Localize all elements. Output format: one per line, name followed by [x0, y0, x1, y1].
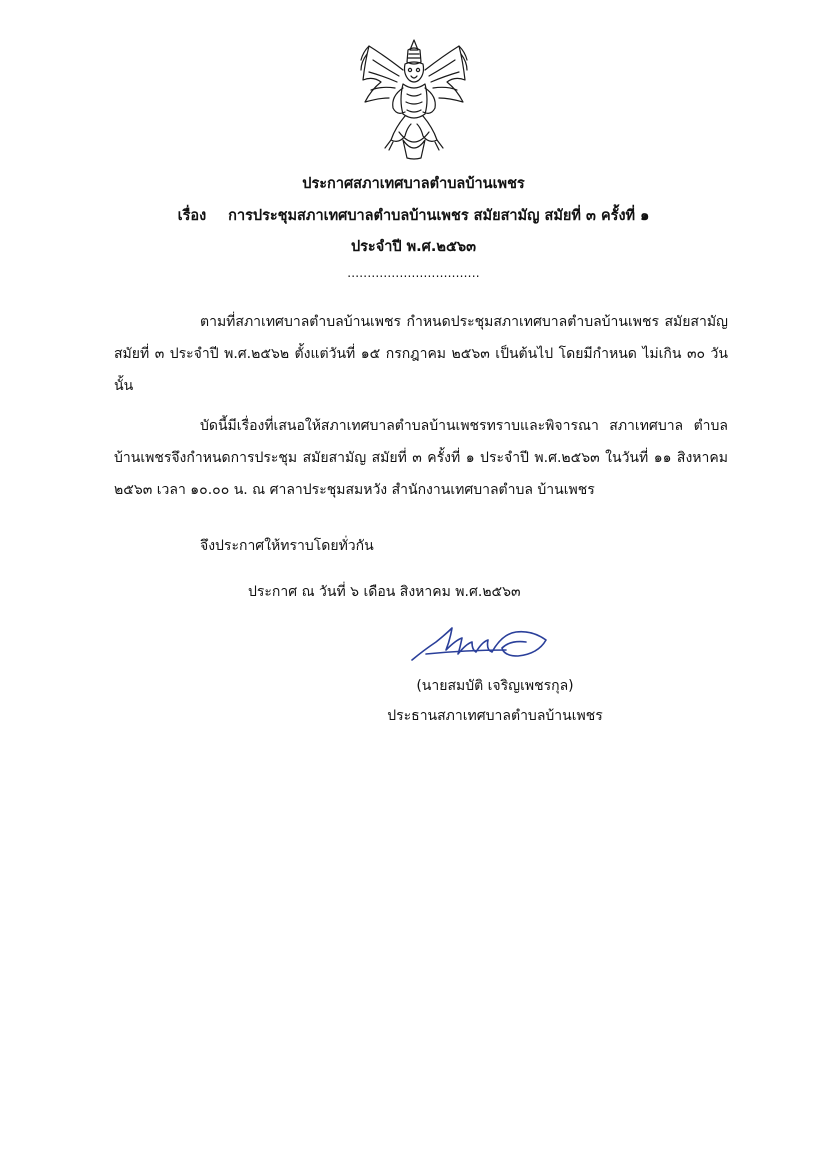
- body-paragraph-1: ตามที่สภาเทศบาลตำบลบ้านเพชร กำหนดประชุมสภาเทศบาลตำบลบ้านเพชร สมัยสามัญ สมัยที่ ๓ ประจำปี พ.ศ.๒๕๖๒ ตั้งแต่วันที่ ๑๕ กรกฎาคม ๒๕๖๓ เป็นต้นไป โดยมีกำหนด ไม่เกิน ๓๐ วัน นั้น: [114, 314, 728, 394]
- subject-line: [0, 204, 827, 227]
- page-title: ประกาศสภาเทศบาลตำบลบ้านเพชร: [302, 176, 525, 192]
- handwritten-signature-icon: [406, 620, 556, 668]
- closing-statement: จึงประกาศให้ทราบโดยทั่วกัน: [200, 538, 374, 554]
- body-paragraph-2: บัดนี้มีเรื่องที่เสนอให้สภาเทศบาลตำบลบ้านเพชรทราบและพิจารณา สภาเทศบาล ตำบลบ้านเพชรจึงกำหนดการประชุม สมัยสามัญ สมัยที่ ๓ ครั้งที่ ๑ ประจำปี พ.ศ.๒๕๖๓ ในวันที่ ๑๑ สิงหาคม ๒๕๖๓ เวลา ๑๐.๐๐ น. ณ ศาลาประชุมสมหวัง สำนักงานเทศบาลตำบล บ้านเพชร: [114, 418, 728, 498]
- garuda-emblem-icon: [355, 36, 473, 162]
- fiscal-year-line: ประจำปี พ.ศ.๒๕๖๓: [350, 239, 477, 255]
- dotted-separator: .................................: [347, 266, 480, 280]
- signer-name: (นายสมบัติ เจริญเพชรกุล): [416, 678, 574, 694]
- subject-text: การประชุมสภาเทศบาลตำบลบ้านเพชร สมัยสามัญ สมัยที่ ๓ ครั้งที่ ๑: [228, 208, 650, 224]
- subject-label: เรื่อง: [177, 208, 207, 224]
- signer-title: ประธานสภาเทศบาลตำบลบ้านเพชร: [387, 708, 603, 724]
- announcement-date: ประกาศ ณ วันที่ ๖ เดือน สิงหาคม พ.ศ.๒๕๖๓: [248, 584, 521, 600]
